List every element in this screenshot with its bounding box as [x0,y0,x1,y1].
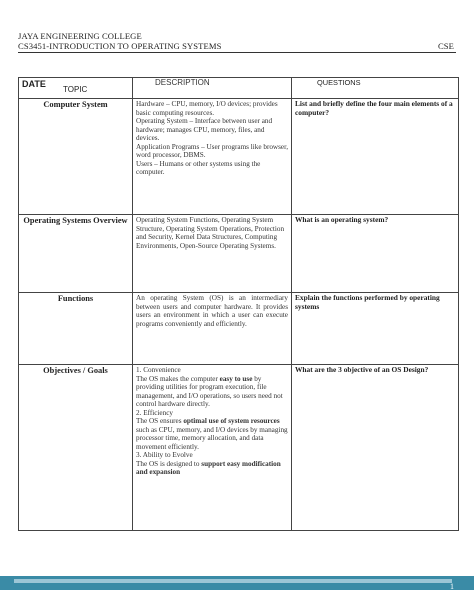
question-cell: Explain the functions performed by operating systems [292,293,459,365]
topic-cell: Operating Systems Overview [19,215,133,293]
topic-cell: Computer System [19,99,133,215]
department: CSE [437,41,454,51]
question-cell: What is an operating system? [292,215,459,293]
text-run: such as CPU, memory, and I/O devices by managing processor time, memory allocation, and data movement efficiently. [136,425,288,451]
description-cell [133,293,292,365]
course-title: CS3451-INTRODUCTION TO OPERATING SYSTEMS [18,41,222,51]
table-header-row [19,78,459,99]
description-line: Application Programs – User programs like browser, word processor, DBMS. [136,142,289,159]
description-line: Hardware – CPU, memory, I/O devices; provides basic computing resources. [136,100,278,117]
description-header: DESCRIPTION [133,78,292,99]
description-line: An operating System (OS) is an intermediary between users and computer hardware. It provides users an environment in which a user can execute programs conveniently and efficiently. [136,294,288,328]
description-line [136,417,288,451]
emphasis: support easy modification and expansion [136,459,281,476]
description-cell [133,99,292,215]
emphasis: easy to use [219,374,253,383]
questions-header: QUESTIONS [292,78,459,99]
text-run: by providing utilities for program execution, file management, and I/O operations, so users need not control hardware directly. [136,374,283,408]
lesson-plan-table [18,77,459,531]
description-line [136,460,288,477]
description-line [136,375,288,409]
table-row [19,293,459,365]
description-line: 2. Efficiency [136,408,173,417]
date-topic-header [19,78,133,99]
footer-stripe [14,579,452,583]
table-row [19,215,459,293]
emphasis: optimal use of system resources [183,417,280,425]
description-line: 3. Ability to Evolve [136,451,193,459]
description-line: Users – Humans or other systems using the computer. [136,159,261,176]
description-line: Operating System Functions, Operating System Structure, Operating System Operations, Protection and Security, Kernel Data Structures, Computing Environments, Open-Source Operating Systems. [136,216,285,250]
table-row [19,99,459,215]
college-name: JAYA ENGINEERING COLLEGE [18,31,142,41]
description-cell [133,365,292,531]
text-run: The OS is designed to [136,459,202,468]
topic-header: TOPIC [63,85,88,94]
question-cell: List and briefly define the four main elements of a computer? [292,99,459,215]
date-header: DATE [22,79,46,89]
page-number: 1 [450,582,454,591]
description-line: 1. Convenience [136,366,181,374]
text-run: The OS makes the computer [136,374,220,383]
description-cell [133,215,292,293]
topic-cell: Functions [19,293,133,365]
description-line: Operating System – Interface between user and hardware; manages CPU, memory, files, and devices. [136,117,273,142]
question-cell: What are the 3 objective of an OS Design? [292,365,459,531]
table-row [19,365,459,531]
topic-cell: Objectives / Goals [19,365,133,531]
text-run: The OS ensures [136,417,184,425]
header-rule [18,52,456,53]
